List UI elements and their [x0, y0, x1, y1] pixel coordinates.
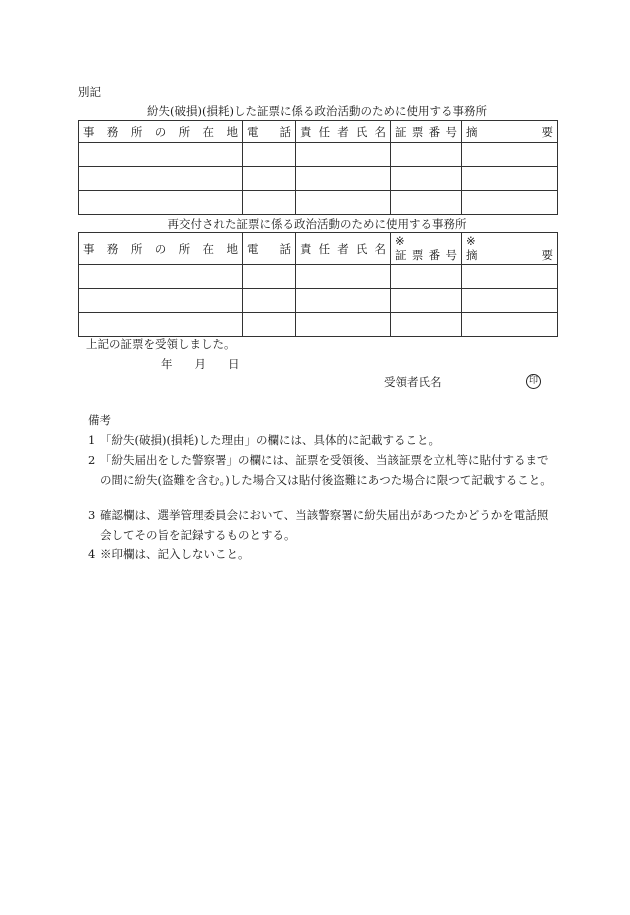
year-label: 年 — [161, 357, 173, 371]
column-header-label: 電 話 — [247, 124, 291, 139]
col-phone-header — [243, 233, 296, 265]
table-header-row — [79, 233, 558, 265]
cert-no-cell[interactable] — [391, 191, 462, 215]
cert-no-cell[interactable] — [391, 143, 462, 167]
remarks-cell[interactable] — [462, 265, 558, 289]
lost-certificate-office-table — [78, 120, 558, 215]
phone-cell[interactable] — [243, 191, 296, 215]
col-cert-no-header — [391, 121, 462, 143]
notes-title: 備考 — [88, 413, 111, 427]
table2-caption: 再交付された証票に係る政治活動のために使用する事務所 — [167, 217, 467, 231]
col-address-header — [79, 121, 243, 143]
col-remarks-header — [462, 233, 558, 265]
column-header-label: 責 任 者 氏 名 — [300, 124, 386, 139]
address-cell[interactable] — [79, 313, 243, 337]
address-cell[interactable] — [79, 191, 243, 215]
phone-cell[interactable] — [243, 143, 296, 167]
column-header-label: 電 話 — [247, 241, 291, 256]
column-header-label: 摘 要 — [466, 124, 553, 139]
remarks-cell[interactable] — [462, 313, 558, 337]
table-row — [79, 289, 558, 313]
seal-mark: 印 — [526, 374, 541, 389]
responsible-cell[interactable] — [296, 313, 391, 337]
address-cell[interactable] — [79, 143, 243, 167]
column-header-label: 証 票 番 号 — [395, 247, 457, 262]
column-header-label: 証 票 番 号 — [395, 124, 457, 139]
responsible-cell[interactable] — [296, 167, 391, 191]
responsible-cell[interactable] — [296, 191, 391, 215]
responsible-cell[interactable] — [296, 265, 391, 289]
cert-no-cell[interactable] — [391, 313, 462, 337]
phone-cell[interactable] — [243, 289, 296, 313]
address-cell[interactable] — [79, 167, 243, 191]
col-address-header — [79, 233, 243, 265]
note-item: 4 ※印欄は、記入しないこと。 — [88, 547, 250, 561]
month-label: 月 — [194, 357, 206, 371]
recipient-name-label: 受領者氏名 — [384, 375, 442, 389]
note-item: 2 「紛失届出をした警察署」の欄には、証票を受領後、当該証票を立札等に貼付するまでの間に紛失(盗難を含む。)した場合又は貼付後盗難にあつた場合に限つて記載すること。 — [88, 453, 552, 487]
address-cell[interactable] — [79, 265, 243, 289]
remarks-cell[interactable] — [462, 143, 558, 167]
phone-cell[interactable] — [243, 167, 296, 191]
table1-caption: 紛失(破損)(損耗)した証票に係る政治活動のために使用する事務所 — [147, 104, 487, 118]
cert-no-cell[interactable] — [391, 289, 462, 313]
column-header-label: 事 務 所 の 所 在 地 — [83, 241, 238, 256]
address-cell[interactable] — [79, 289, 243, 313]
cert-no-cell[interactable] — [391, 167, 462, 191]
section-label: 別記 — [78, 85, 101, 99]
table-row — [79, 313, 558, 337]
not-to-fill-mark: ※ — [466, 233, 476, 248]
phone-cell[interactable] — [243, 265, 296, 289]
cert-no-cell[interactable] — [391, 265, 462, 289]
remarks-cell[interactable] — [462, 167, 558, 191]
day-label: 日 — [228, 357, 240, 371]
col-remarks-header — [462, 121, 558, 143]
column-header-label: 摘 要 — [466, 247, 553, 262]
column-header-label: 事 務 所 の 所 在 地 — [83, 124, 238, 139]
table-row — [79, 191, 558, 215]
responsible-cell[interactable] — [296, 289, 391, 313]
phone-cell[interactable] — [243, 313, 296, 337]
not-to-fill-mark: ※ — [395, 233, 405, 248]
col-phone-header — [243, 121, 296, 143]
remarks-cell[interactable] — [462, 289, 558, 313]
reissued-certificate-office-table — [78, 232, 558, 337]
column-header-label: 責 任 者 氏 名 — [300, 241, 386, 256]
table-row — [79, 265, 558, 289]
col-cert-no-header — [391, 233, 462, 265]
table-row — [79, 143, 558, 167]
col-responsible-header — [296, 121, 391, 143]
table-row — [79, 167, 558, 191]
remarks-cell[interactable] — [462, 191, 558, 215]
col-responsible-header — [296, 233, 391, 265]
responsible-cell[interactable] — [296, 143, 391, 167]
receipt-date — [161, 356, 262, 372]
table-header-row — [79, 121, 558, 143]
note-item: 1 「紛失(破損)(損耗)した理由」の欄には、具体的に記載すること。 — [88, 433, 440, 447]
receipt-statement: 上記の証票を受領しました。 — [86, 337, 236, 351]
note-item: 3 確認欄は、選挙管理委員会において、当該警察署に紛失届出があつたかどうかを電話照会してその旨を記録するものとする。 — [88, 508, 549, 542]
